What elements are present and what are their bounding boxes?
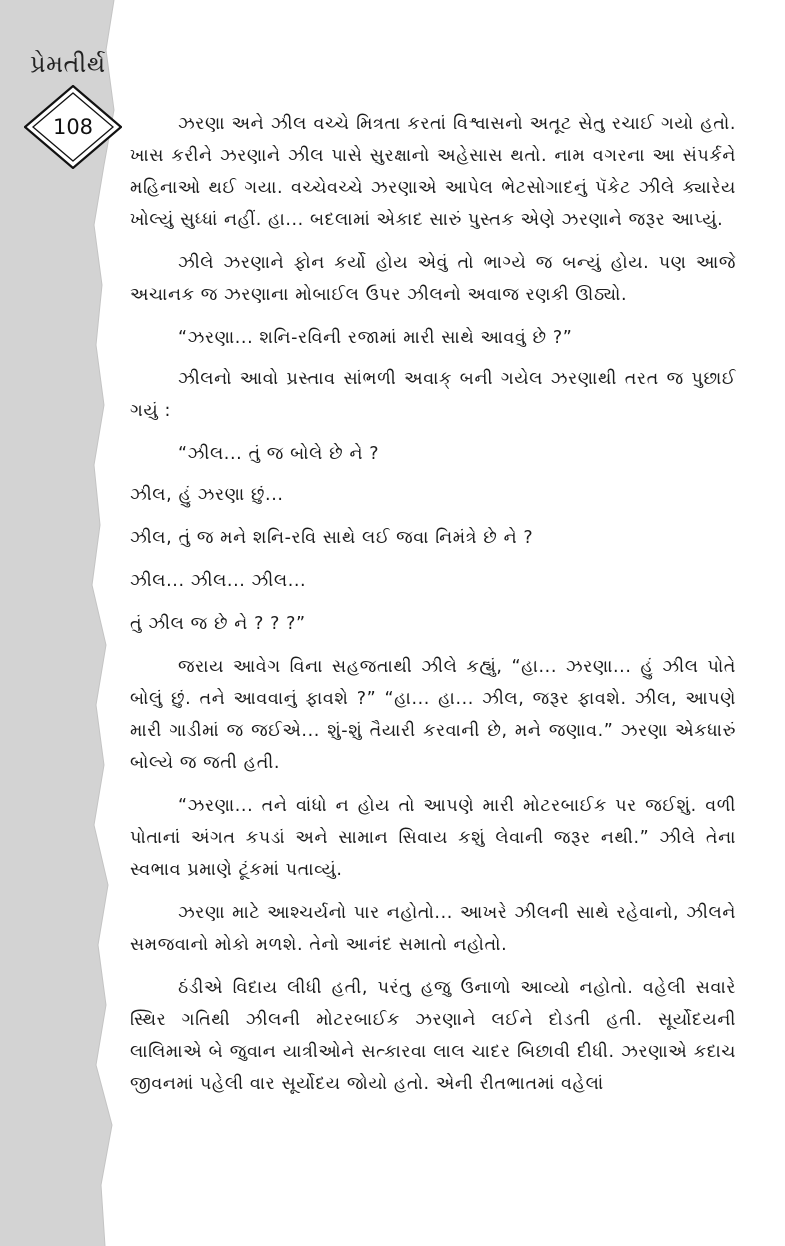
paragraph-2: ઝીલે ઝરણાને ફોન કર્યો હોય એવું તો ભાગ્યે જ બન્યું હોય. પણ આજે અચાનક જ ઝરણાના મોબાઈલ ઉપર ઝીલનો અવાજ રણકી ઊઠ્યો. [130,253,736,305]
paragraph-4: જરાય આવેગ વિના સહજતાથી ઝીલે કહ્યું, “હા... ઝરણા... હું ઝીલ પોતે બોલું છું. તને આવવાનું ફાવશે ?” “હા... હા... ઝીલ, જરૂર ફાવશે. ઝીલ, આપણે મારી ગાડીમાં જ જઈએ... શું-શું તૈયારી કરવાની છે, મને જણાવ.” ઝરણા એકધારું બોલ્યે જ જતી હતી. [130,657,736,773]
paragraph-1: ઝરણા અને ઝીલ વચ્ચે મિત્રતા કરતાં વિશ્વાસનો અતૂટ સેતુ રચાઈ ગયો હતો. ખાસ કરીને ઝરણાને ઝીલ પાસે સુરક્ષાનો અહેસાસ થતો. નામ વગરના આ સંપર્કને મહિનાઓ થઈ ગયા. વચ્ચેવચ્ચે ઝરણાએ આપેલ ભેટસોગાદનું પૅકેટ ઝીલે ક્યારેય ખોલ્યું સુધ્ધાં નહીં. હા... બદલામાં એકાદ સારું પુસ્તક એણે ઝરણાને જરૂર આપ્યું. [130,114,736,230]
paragraph-5: “ઝરણા... તને વાંધો ન હોય તો આપણે મારી મોટરબાઈક પર જઈશું. વળી પોતાનાં અંગત કપડાં અને સામાન સિવાય કશું લેવાની જરૂર નથી.” ઝીલે તેના સ્વભાવ પ્રમાણે ટૂંકમાં પતાવ્યું. [130,796,736,880]
paragraph-3: ઝીલનો આવો પ્રસ્તાવ સાંભળી અવાક્ બની ગયેલ ઝરણાથી તરત જ પુછાઈ ગયું : [130,369,736,421]
paragraph-6: ઝરણા માટે આશ્ચર્યનો પાર નહોતો... આખરે ઝીલની સાથે રહેવાનો, ઝીલને સમજવાનો મોકો મળશે. તેનો આનંદ સમાતો નહોતો. [130,903,736,955]
dialog-line-6: તું ઝીલ જ છે ને ? ? ?” [130,614,306,634]
book-title: પ્રેમતીર્થ [30,50,106,78]
dialog-line-3: ઝીલ, હું ઝરણા છું... [130,485,284,505]
dialog-line-5: ઝીલ... ઝીલ... ઝીલ... [130,571,307,591]
dialog-line-2: “ઝીલ... તું જ બોલે છે ને ? [178,444,380,464]
dialog-line-1: “ઝરણા... શનિ-રવિની રજામાં મારી સાથે આવવું છે ?” [178,328,573,348]
paragraph-7: ઠંડીએ વિદાય લીધી હતી, પરંતુ હજુ ઉનાળો આવ્યો નહોતો. વહેલી સવારે સ્થિર ગતિથી ઝીલની મોટરબાઈક ઝરણાને લઈને દોડતી હતી. સૂર્યોદયની લાલિમાએ બે જુવાન યાત્રીઓને સત્કારવા લાલ ચાદર બિછાવી દીધી. ઝરણાએ કદાચ જીવનમાં પહેલી વાર સૂર્યોદય જોયો હતો. એની રીતભાતમાં વહેલાં [130,978,736,1094]
page-number: 108 [52,115,94,139]
dialog-line-4: ઝીલ, તું જ મને શનિ-રવિ સાથે લઈ જવા નિમંત્રે છે ને ? [130,528,534,548]
body-text [130,108,736,1104]
